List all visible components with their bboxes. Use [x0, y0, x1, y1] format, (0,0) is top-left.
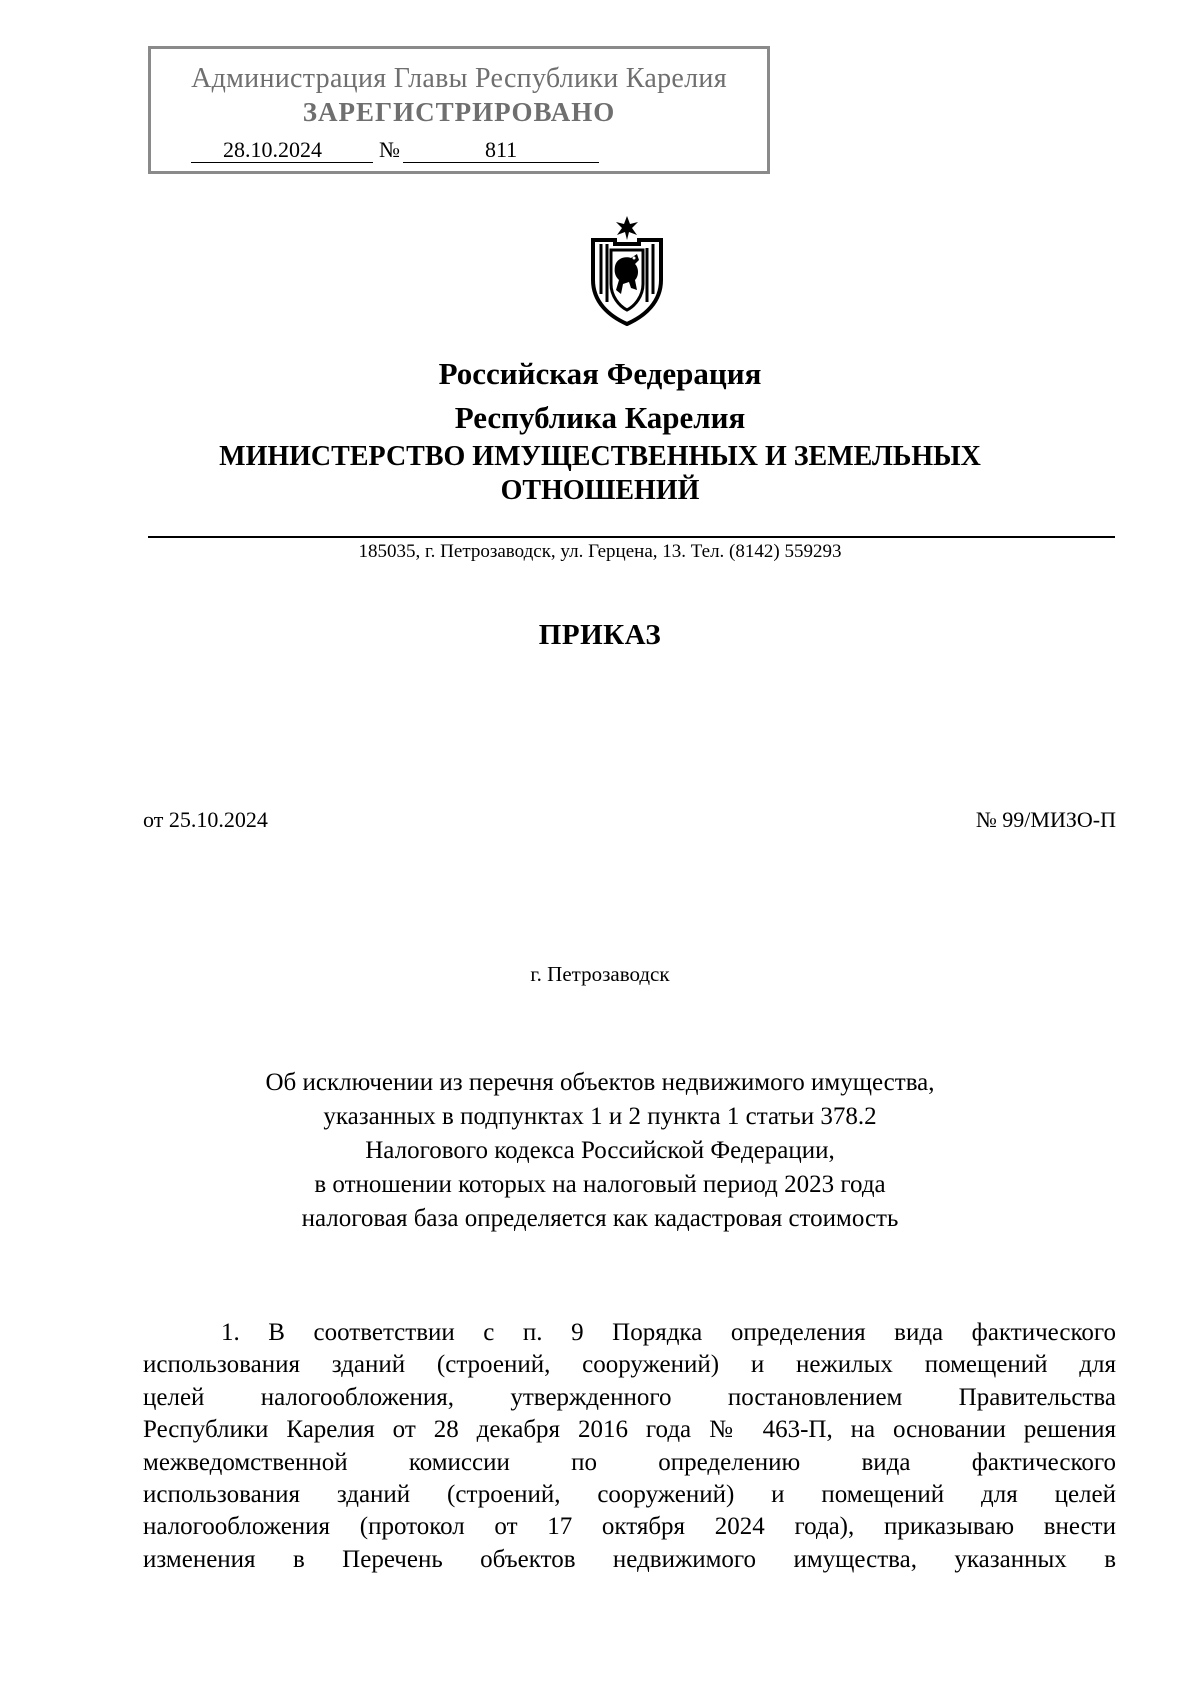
stamp-registered: ЗАРЕГИСТРИРОВАНО [302, 97, 616, 127]
body-line: целей налогообложения, утвержденного постановлением Правительства [143, 1383, 1116, 1411]
karelia-coat-of-arms-icon [581, 214, 673, 326]
registration-stamp [148, 46, 770, 174]
subject-line: налоговая база определяется как кадастровая стоимость [301, 1205, 899, 1232]
body-paragraph [143, 1317, 1116, 1576]
document-city: г. Петрозаводск [530, 962, 670, 986]
subject-line: Налогового кодекса Российской Федерации, [365, 1137, 835, 1164]
subject-line: указанных в подпунктах 1 и 2 пункта 1 статьи 378.2 [323, 1103, 877, 1130]
header-divider [148, 536, 1115, 538]
document-number: № 99/МИЗО-П [975, 807, 1116, 832]
body-line: налогообложения (протокол от 17 октября 2024 года), приказываю внести [143, 1513, 1116, 1541]
document-type: ПРИКАЗ [538, 619, 662, 651]
subject-line: в отношении которых на налоговый период 2023 года [314, 1171, 886, 1198]
subject-line: Об исключении из перечня объектов недвижимого имущества, [265, 1069, 935, 1096]
stamp-number-label: № [379, 137, 400, 162]
body-line: использования зданий (строений, сооружений) и помещений для целей [143, 1481, 1116, 1509]
country-title: Российская Федерация [438, 356, 762, 391]
ministry-title-line2: ОТНОШЕНИЙ [500, 475, 700, 506]
republic-title: Республика Карелия [454, 400, 746, 435]
stamp-administration: Администрация Главы Республики Карелия [191, 63, 727, 94]
ministry-address: 185035, г. Петрозаводск, ул. Герцена, 13. Тел. (8142) 559293 [358, 541, 842, 562]
body-line: межведомственной комиссии по определению вида фактического [143, 1448, 1116, 1476]
document-subject [0, 1066, 1200, 1236]
ministry-title-line1: МИНИСТЕРСТВО ИМУЩЕСТВЕННЫХ И ЗЕМЕЛЬНЫХ [219, 441, 981, 472]
body-line: 1. В соответствии с п. 9 Порядка определения вида фактического [221, 1319, 1116, 1346]
ministry-title [0, 440, 1200, 508]
body-line: использования зданий (строений, сооружений) и нежилых помещений для [143, 1351, 1116, 1379]
body-line: Республики Карелия от 28 декабря 2016 года № 463-П, на основании решения [143, 1416, 1116, 1444]
stamp-number: 811 [403, 137, 599, 163]
body-line: изменения в Перечень объектов недвижимого имущества, указанных в [143, 1545, 1116, 1573]
document-date: от 25.10.2024 [143, 807, 268, 832]
stamp-date: 28.10.2024 [191, 137, 373, 163]
